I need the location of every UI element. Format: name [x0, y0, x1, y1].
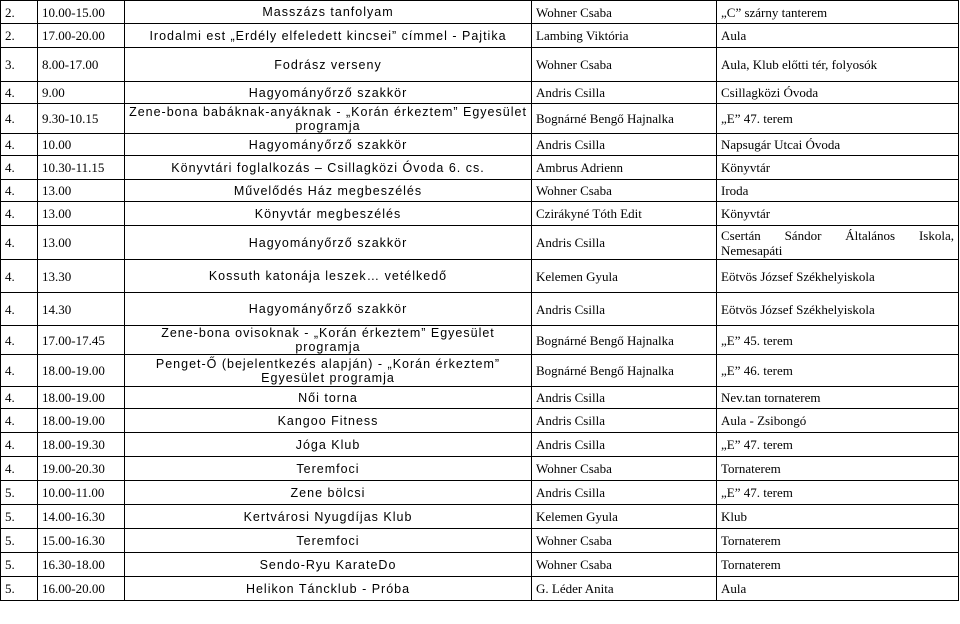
time-cell: 14.00-16.30: [38, 505, 125, 529]
time-cell: 13.00: [38, 226, 125, 260]
table-row: [1, 457, 959, 481]
table-row: [1, 387, 959, 409]
time-cell: 14.30: [38, 293, 125, 326]
table-row: [1, 134, 959, 156]
organizer-cell: Lambing Viktória: [532, 24, 717, 48]
organizer-cell: Kelemen Gyula: [532, 260, 717, 293]
organizer-cell: Kelemen Gyula: [532, 505, 717, 529]
month-cell: 4.: [1, 202, 38, 226]
month-cell: 4.: [1, 82, 38, 104]
location-cell: „C” szárny tanterem: [717, 1, 959, 24]
organizer-cell: Wohner Csaba: [532, 48, 717, 82]
table-row: [1, 355, 959, 387]
schedule-body: [1, 1, 959, 601]
location-cell: „E” 46. terem: [717, 355, 959, 387]
month-cell: 5.: [1, 553, 38, 577]
event-cell: Teremfoci: [125, 457, 532, 481]
location-cell: Klub: [717, 505, 959, 529]
organizer-cell: Andris Csilla: [532, 433, 717, 457]
month-cell: 4.: [1, 226, 38, 260]
table-row: [1, 104, 959, 134]
location-cell: Napsugár Utcai Óvoda: [717, 134, 959, 156]
organizer-cell: Andris Csilla: [532, 226, 717, 260]
event-cell: Zene-bona ovisoknak - „Korán érkeztem” Egyesület programja: [125, 326, 532, 355]
event-cell: Művelődés Ház megbeszélés: [125, 180, 532, 202]
event-cell: Fodrász verseny: [125, 48, 532, 82]
table-row: [1, 180, 959, 202]
time-cell: 13.00: [38, 202, 125, 226]
location-cell: Csillagközi Óvoda: [717, 82, 959, 104]
event-cell: Hagyományőrző szakkör: [125, 82, 532, 104]
time-cell: 17.00-20.00: [38, 24, 125, 48]
table-row: [1, 577, 959, 601]
time-cell: 18.00-19.00: [38, 387, 125, 409]
month-cell: 4.: [1, 433, 38, 457]
table-row: [1, 202, 959, 226]
location-cell: Könyvtár: [717, 202, 959, 226]
organizer-cell: Andris Csilla: [532, 82, 717, 104]
month-cell: 4.: [1, 409, 38, 433]
event-cell: Jóga Klub: [125, 433, 532, 457]
location-cell: „E” 45. terem: [717, 326, 959, 355]
month-cell: 5.: [1, 505, 38, 529]
location-cell: „E” 47. terem: [717, 104, 959, 134]
location-cell: Nev.tan tornaterem: [717, 387, 959, 409]
event-cell: Zene bölcsi: [125, 481, 532, 505]
organizer-cell: G. Léder Anita: [532, 577, 717, 601]
table-row: [1, 260, 959, 293]
location-cell: Könyvtár: [717, 156, 959, 180]
location-cell: Aula - Zsibongó: [717, 409, 959, 433]
month-cell: 4.: [1, 260, 38, 293]
time-cell: 10.00-15.00: [38, 1, 125, 24]
table-row: [1, 24, 959, 48]
event-cell: Penget-Ő (bejelentkezés alapján) - „Korán érkeztem” Egyesület programja: [125, 355, 532, 387]
month-cell: 4.: [1, 293, 38, 326]
time-cell: 10.00: [38, 134, 125, 156]
event-cell: Kossuth katonája leszek… vetélkedő: [125, 260, 532, 293]
organizer-cell: Andris Csilla: [532, 481, 717, 505]
event-cell: Hagyományőrző szakkör: [125, 134, 532, 156]
table-row: [1, 293, 959, 326]
time-cell: 16.00-20.00: [38, 577, 125, 601]
time-cell: 18.00-19.00: [38, 409, 125, 433]
organizer-cell: Wohner Csaba: [532, 457, 717, 481]
table-row: [1, 82, 959, 104]
location-cell: Aula, Klub előtti tér, folyosók: [717, 48, 959, 82]
event-cell: Zene-bona babáknak-anyáknak - „Korán érkeztem” Egyesület programja: [125, 104, 532, 134]
table-row: [1, 433, 959, 457]
month-cell: 4.: [1, 180, 38, 202]
organizer-cell: Andris Csilla: [532, 293, 717, 326]
time-cell: 9.00: [38, 82, 125, 104]
event-cell: Kangoo Fitness: [125, 409, 532, 433]
month-cell: 4.: [1, 355, 38, 387]
location-cell: Aula: [717, 577, 959, 601]
event-cell: Könyvtár megbeszélés: [125, 202, 532, 226]
month-cell: 4.: [1, 387, 38, 409]
table-row: [1, 156, 959, 180]
time-cell: 15.00-16.30: [38, 529, 125, 553]
event-cell: Hagyományőrző szakkör: [125, 293, 532, 326]
table-row: [1, 326, 959, 355]
location-cell: Tornaterem: [717, 529, 959, 553]
location-cell: Csertán Sándor Általános Iskola, Nemesapáti: [717, 226, 959, 260]
month-cell: 5.: [1, 577, 38, 601]
location-cell: „E” 47. terem: [717, 481, 959, 505]
table-row: [1, 1, 959, 24]
table-row: [1, 505, 959, 529]
location-cell: Tornaterem: [717, 553, 959, 577]
event-cell: Sendo-Ryu KarateDo: [125, 553, 532, 577]
time-cell: 19.00-20.30: [38, 457, 125, 481]
organizer-cell: Andris Csilla: [532, 387, 717, 409]
event-cell: Kertvárosi Nyugdíjas Klub: [125, 505, 532, 529]
month-cell: 3.: [1, 48, 38, 82]
time-cell: 18.00-19.00: [38, 355, 125, 387]
table-row: [1, 481, 959, 505]
time-cell: 13.00: [38, 180, 125, 202]
time-cell: 13.30: [38, 260, 125, 293]
time-cell: 17.00-17.45: [38, 326, 125, 355]
month-cell: 4.: [1, 156, 38, 180]
organizer-cell: Wohner Csaba: [532, 529, 717, 553]
event-cell: Irodalmi est „Erdély elfeledett kincsei” címmel - Pajtika: [125, 24, 532, 48]
time-cell: 18.00-19.30: [38, 433, 125, 457]
month-cell: 5.: [1, 529, 38, 553]
event-cell: Hagyományőrző szakkör: [125, 226, 532, 260]
month-cell: 5.: [1, 481, 38, 505]
month-cell: 2.: [1, 1, 38, 24]
event-cell: Női torna: [125, 387, 532, 409]
table-row: [1, 226, 959, 260]
location-cell: Aula: [717, 24, 959, 48]
organizer-cell: Bognárné Bengő Hajnalka: [532, 355, 717, 387]
time-cell: 10.00-11.00: [38, 481, 125, 505]
event-cell: Könyvtári foglalkozás – Csillagközi Óvoda 6. cs.: [125, 156, 532, 180]
month-cell: 4.: [1, 326, 38, 355]
organizer-cell: Bognárné Bengő Hajnalka: [532, 104, 717, 134]
table-row: [1, 553, 959, 577]
organizer-cell: Czirákyné Tóth Edit: [532, 202, 717, 226]
organizer-cell: Andris Csilla: [532, 134, 717, 156]
event-cell: Teremfoci: [125, 529, 532, 553]
month-cell: 4.: [1, 104, 38, 134]
organizer-cell: Wohner Csaba: [532, 180, 717, 202]
organizer-cell: Wohner Csaba: [532, 1, 717, 24]
table-row: [1, 409, 959, 433]
location-cell: „E” 47. terem: [717, 433, 959, 457]
organizer-cell: Andris Csilla: [532, 409, 717, 433]
month-cell: 2.: [1, 24, 38, 48]
month-cell: 4.: [1, 134, 38, 156]
event-cell: Masszázs tanfolyam: [125, 1, 532, 24]
time-cell: 16.30-18.00: [38, 553, 125, 577]
time-cell: 8.00-17.00: [38, 48, 125, 82]
table-row: [1, 48, 959, 82]
organizer-cell: Bognárné Bengő Hajnalka: [532, 326, 717, 355]
table-row: [1, 529, 959, 553]
location-cell: Tornaterem: [717, 457, 959, 481]
organizer-cell: Wohner Csaba: [532, 553, 717, 577]
event-cell: Helikon Táncklub - Próba: [125, 577, 532, 601]
location-cell: Eötvös József Székhelyiskola: [717, 260, 959, 293]
time-cell: 9.30-10.15: [38, 104, 125, 134]
month-cell: 4.: [1, 457, 38, 481]
location-cell: Iroda: [717, 180, 959, 202]
organizer-cell: Ambrus Adrienn: [532, 156, 717, 180]
location-cell: Eötvös József Székhelyiskola: [717, 293, 959, 326]
time-cell: 10.30-11.15: [38, 156, 125, 180]
